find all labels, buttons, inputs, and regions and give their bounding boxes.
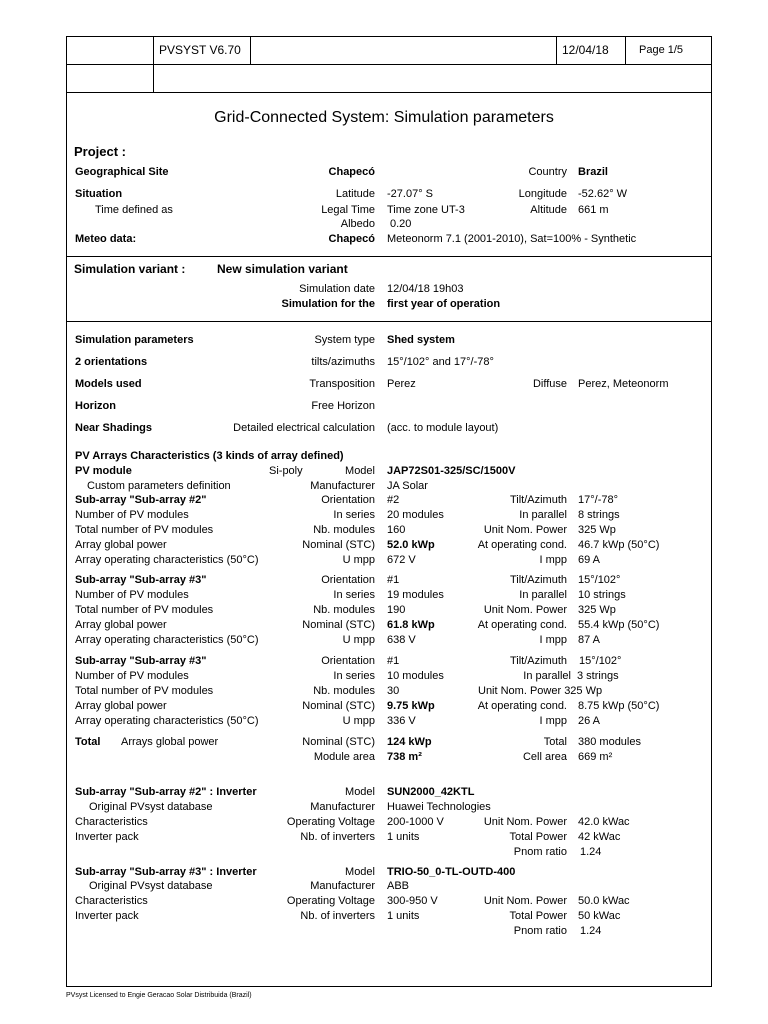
inverter-manuf-label: Manufacturer <box>310 880 375 892</box>
nominal-value: 52.0 kWp <box>387 539 435 551</box>
country-value: Brazil <box>578 166 608 178</box>
series-label: In series <box>333 509 375 521</box>
total-power-label: Total Power <box>509 831 567 843</box>
sim-for-value: first year of operation <box>387 298 501 310</box>
system-type-value: Shed system <box>387 334 455 346</box>
op-voltage-value: 200-1000 V <box>387 816 444 828</box>
nominal-value: 9.75 kWp <box>387 700 435 712</box>
inv-unit-power-value: 50.0 kWac <box>578 895 630 907</box>
total-pv-label: Total number of PV modules <box>75 524 214 536</box>
time-defined-label: Time defined as <box>95 204 173 216</box>
altitude-label: Altitude <box>530 204 567 216</box>
tilts-value: 15°/102° and 17°/-78° <box>387 356 494 368</box>
impp-value: 87 A <box>578 634 601 646</box>
operating-label: At operating cond. <box>477 700 567 712</box>
transposition-label: Transposition <box>309 378 375 390</box>
geo-site-label: Geographical Site <box>75 166 169 178</box>
nb-modules-value: 160 <box>387 524 406 536</box>
albedo-label: Albedo <box>340 218 375 230</box>
unit-power-label: Unit Nom. Power <box>483 604 567 616</box>
tilt-label: Tilt/Azimuth <box>509 494 567 506</box>
parallel-value: 8 strings <box>578 509 620 521</box>
report-date: 12/04/18 <box>562 43 609 57</box>
pv-model-value: JAP72S01-325/SC/1500V <box>387 465 516 477</box>
op-voltage-label: Operating Voltage <box>286 816 375 828</box>
op-char-label: Array operating characteristics (50°C) <box>75 554 259 566</box>
custom-params-label: Custom parameters definition <box>87 480 231 492</box>
nb-inverters-value: 1 units <box>387 831 420 843</box>
unit-power-value: 325 Wp <box>578 604 616 616</box>
inverter-model-label: Model <box>345 866 375 878</box>
umpp-label: U mpp <box>342 715 375 727</box>
parallel-value: 3 strings <box>577 670 619 682</box>
parallel-label: In parallel <box>523 670 571 682</box>
diffuse-value: Perez, Meteonorm <box>578 378 669 390</box>
section-divider <box>67 256 711 257</box>
nb-modules-label: Nb. modules <box>313 524 375 536</box>
impp-value: 26 A <box>578 715 601 727</box>
orientation-label: Orientation <box>321 655 375 667</box>
header-divider <box>67 64 711 65</box>
license-footer: PVsyst Licensed to Engie Geracao Solar Distribuida (Brazil) <box>66 992 252 999</box>
total-power-value: 42 kWac <box>578 831 621 843</box>
nb-modules-label: Nb. modules <box>313 685 375 697</box>
total-power-value: 50 kWac <box>578 910 621 922</box>
page-number: Page 1/5 <box>639 44 684 56</box>
horizon-label: Horizon <box>75 400 116 412</box>
pv-manufacturer-value: JA Solar <box>387 480 428 492</box>
nb-modules-label: Nb. modules <box>313 604 375 616</box>
latitude-label: Latitude <box>335 188 375 200</box>
pv-module-tech: Si-poly <box>269 465 303 477</box>
sim-params-label: Simulation parameters <box>75 334 194 346</box>
num-pv-label: Number of PV modules <box>75 670 189 682</box>
nb-modules-value: 30 <box>387 685 400 697</box>
meteo-value: Meteonorm 7.1 (2001-2010), Sat=100% - Synthetic <box>387 233 637 245</box>
pv-model-label: Model <box>345 465 375 477</box>
unit-power-value: 325 Wp <box>578 524 616 536</box>
header-col-divider <box>556 37 557 64</box>
nominal-label: Nominal (STC) <box>302 619 375 631</box>
total-modules-value: 380 modules <box>578 736 641 748</box>
global-power-label: Array global power <box>75 700 167 712</box>
parallel-label: In parallel <box>519 589 567 601</box>
impp-label: I mpp <box>539 634 567 646</box>
tilt-value: 17°/-78° <box>578 494 618 506</box>
module-area-label: Module area <box>313 751 375 763</box>
legal-time-label: Legal Time <box>321 204 375 216</box>
inverter-model-value: TRIO-50_0-TL-OUTD-400 <box>387 866 516 878</box>
inverter-name: Sub-array "Sub-array #3" : Inverter <box>75 866 257 878</box>
parallel-label: In parallel <box>519 509 567 521</box>
pnom-ratio-value: 1.24 <box>580 846 602 858</box>
horizon-value: Free Horizon <box>311 400 375 412</box>
impp-label: I mpp <box>539 554 567 566</box>
operating-label: At operating cond. <box>477 539 567 551</box>
total-power-label: Total Power <box>509 910 567 922</box>
op-char-label: Array operating characteristics (50°C) <box>75 634 259 646</box>
near-shadings-label: Near Shadings <box>75 422 153 434</box>
tilts-label: tilts/azimuths <box>311 356 375 368</box>
diffuse-label: Diffuse <box>532 378 567 390</box>
nb-inverters-label: Nb. of inverters <box>300 910 375 922</box>
pv-arrays-heading: PV Arrays Characteristics (3 kinds of array defined) <box>75 450 344 462</box>
situation-label: Situation <box>75 188 123 200</box>
section-divider <box>67 321 711 322</box>
umpp-value: 336 V <box>387 715 416 727</box>
sim-date-label: Simulation date <box>299 283 375 295</box>
pnom-ratio-label: Pnom ratio <box>513 925 567 937</box>
orientation-value: #2 <box>387 494 400 506</box>
country-label: Country <box>528 166 567 178</box>
total-nominal-label: Nominal (STC) <box>302 736 375 748</box>
inv-unit-power-label: Unit Nom. Power <box>483 895 567 907</box>
inverter-name: Sub-array "Sub-array #2" : Inverter <box>75 786 257 798</box>
num-pv-label: Number of PV modules <box>75 509 189 521</box>
header-bottom-border <box>67 92 711 93</box>
orientation-value: #1 <box>387 655 400 667</box>
cell-area-label: Cell area <box>522 751 567 763</box>
impp-label: I mpp <box>539 715 567 727</box>
unit-power-label: Unit Nom. Power <box>483 524 567 536</box>
umpp-label: U mpp <box>342 634 375 646</box>
geo-site-value: Chapecó <box>328 166 375 178</box>
pv-module-label: PV module <box>75 465 132 477</box>
unit-power-label: Unit Nom. Power 325 Wp <box>478 685 603 697</box>
nominal-label: Nominal (STC) <box>302 539 375 551</box>
tilt-label: Tilt/Azimuth <box>509 574 567 586</box>
op-char-label: Array operating characteristics (50°C) <box>75 715 259 727</box>
sim-date-value: 12/04/18 19h03 <box>387 283 464 295</box>
operating-label: At operating cond. <box>477 619 567 631</box>
altitude-value: 661 m <box>578 204 609 216</box>
models-label: Models used <box>75 378 142 390</box>
latitude-value: -27.07° S <box>387 188 433 200</box>
tilt-label: Tilt/Azimuth <box>509 655 567 667</box>
near-shadings-calc: Detailed electrical calculation <box>233 422 375 434</box>
subarray-name: Sub-array "Sub-array #2" <box>75 494 207 506</box>
meteo-label: Meteo data: <box>75 233 137 245</box>
project-heading: Project : <box>74 144 127 159</box>
num-pv-label: Number of PV modules <box>75 589 189 601</box>
nb-inverters-value: 1 units <box>387 910 420 922</box>
nb-inverters-label: Nb. of inverters <box>300 831 375 843</box>
total-modules-label: Total <box>543 736 567 748</box>
total-pv-label: Total number of PV modules <box>75 604 214 616</box>
subarray-name: Sub-array "Sub-array #3" <box>75 574 207 586</box>
total-nominal-value: 124 kWp <box>387 736 432 748</box>
inverter-char-label: Characteristics <box>75 816 148 828</box>
longitude-value: -52.62° W <box>578 188 628 200</box>
albedo-value: 0.20 <box>390 218 412 230</box>
software-version: PVSYST V6.70 <box>159 43 241 57</box>
global-power-label: Array global power <box>75 539 167 551</box>
module-area-value: 738 m² <box>387 751 422 763</box>
op-voltage-label: Operating Voltage <box>286 895 375 907</box>
inv-unit-power-label: Unit Nom. Power <box>483 816 567 828</box>
pnom-ratio-label: Pnom ratio <box>513 846 567 858</box>
orientations-label: 2 orientations <box>75 356 148 368</box>
inverter-db: Original PVsyst database <box>89 801 213 813</box>
inverter-manuf-value: Huawei Technologies <box>387 801 491 813</box>
umpp-value: 638 V <box>387 634 416 646</box>
pnom-ratio-value: 1.24 <box>580 925 602 937</box>
series-value: 20 modules <box>387 509 444 521</box>
series-label: In series <box>333 670 375 682</box>
sim-for-label: Simulation for the <box>281 298 375 310</box>
total-arrays-label: Arrays global power <box>121 736 219 748</box>
legal-time-value: Time zone UT-3 <box>387 204 465 216</box>
series-value: 19 modules <box>387 589 444 601</box>
system-type-label: System type <box>314 334 375 346</box>
page-title: Grid-Connected System: Simulation parameters <box>214 109 554 126</box>
nb-modules-value: 190 <box>387 604 406 616</box>
tilt-value: 15°/102° <box>579 655 622 667</box>
inverter-pack-label: Inverter pack <box>75 831 139 843</box>
meteo-site: Chapecó <box>328 233 375 245</box>
total-label: Total <box>75 736 101 748</box>
parallel-value: 10 strings <box>578 589 626 601</box>
operating-value: 55.4 kWp (50°C) <box>578 619 660 631</box>
header-col-divider <box>625 37 626 64</box>
series-value: 10 modules <box>387 670 444 682</box>
inverter-char-label: Characteristics <box>75 895 148 907</box>
orientation-label: Orientation <box>321 574 375 586</box>
total-pv-label: Total number of PV modules <box>75 685 214 697</box>
near-shadings-value: (acc. to module layout) <box>387 422 499 434</box>
orientation-label: Orientation <box>321 494 375 506</box>
inverter-manuf-value: ABB <box>387 880 410 892</box>
operating-value: 8.75 kWp (50°C) <box>578 700 660 712</box>
header-col-divider <box>250 37 251 64</box>
series-label: In series <box>333 589 375 601</box>
variant-heading: Simulation variant : <box>74 262 186 276</box>
umpp-label: U mpp <box>342 554 375 566</box>
impp-value: 69 A <box>578 554 601 566</box>
transposition-value: Perez <box>387 378 416 390</box>
inverter-manuf-label: Manufacturer <box>310 801 375 813</box>
global-power-label: Array global power <box>75 619 167 631</box>
nominal-label: Nominal (STC) <box>302 700 375 712</box>
variant-name: New simulation variant <box>217 262 348 276</box>
op-voltage-value: 300-950 V <box>387 895 438 907</box>
inverter-db: Original PVsyst database <box>89 880 213 892</box>
inverter-model-value: SUN2000_42KTL <box>387 786 475 798</box>
umpp-value: 672 V <box>387 554 416 566</box>
inverter-pack-label: Inverter pack <box>75 910 139 922</box>
tilt-value: 15°/102° <box>578 574 621 586</box>
subarray-name: Sub-array "Sub-array #3" <box>75 655 207 667</box>
nominal-value: 61.8 kWp <box>387 619 435 631</box>
orientation-value: #1 <box>387 574 400 586</box>
operating-value: 46.7 kWp (50°C) <box>578 539 660 551</box>
cell-area-value: 669 m² <box>578 751 613 763</box>
inverter-model-label: Model <box>345 786 375 798</box>
header-col-divider <box>153 37 154 92</box>
inv-unit-power-value: 42.0 kWac <box>578 816 630 828</box>
longitude-label: Longitude <box>518 188 567 200</box>
pv-manufacturer-label: Manufacturer <box>310 480 375 492</box>
